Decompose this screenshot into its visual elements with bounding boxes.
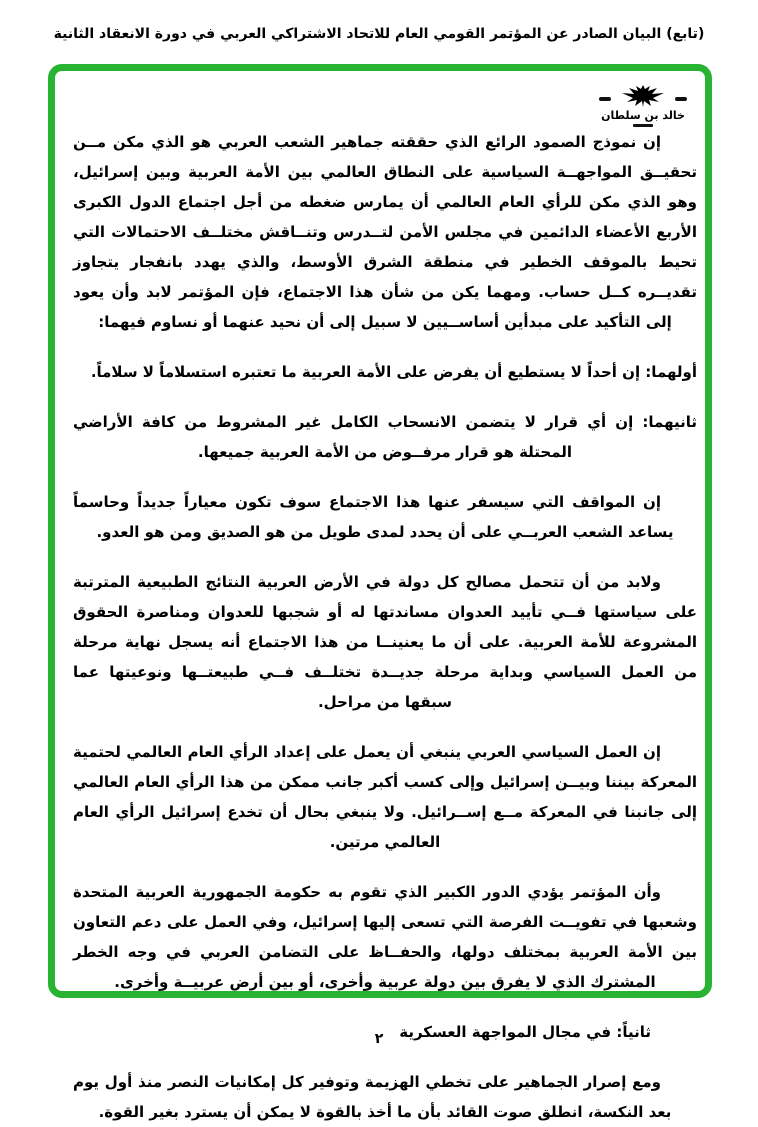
section-heading: ثانياً: في مجال المواجهة العسكرية — [399, 1023, 651, 1041]
eagle-emblem-icon — [621, 83, 665, 109]
stamp-emblem-row — [597, 83, 689, 109]
paragraph-5: إن العمل السياسي العربي ينبغي أن يعمل على إعداد الرأي العام العالمي لحتمية المعركة بيننا وبيــن إسرائيل وإلى كسب أكبر جانب ممكن من هذا الرأي العام العالمي إلى جانبنا في المعركة مــع إســرائيل. ولا ينبغي بحال أن تخدع إسرائيل الرأي العام العالمي مرتين. — [73, 743, 697, 851]
stamp-name-text: خالد بن سلطان — [601, 109, 685, 122]
stamp-underline — [633, 124, 653, 127]
stamp-flourish-right — [675, 97, 687, 101]
document-header: (تابع) البيان الصادر عن المؤتمر القومي العام للاتحاد الاشتراكي العربي في دورة الانعقاد الثانية — [53, 26, 705, 42]
paragraph-6: وأن المؤتمر يؤدي الدور الكبير الذي تقوم به حكومة الجمهورية العربية المتحدة وشعبها في تفويــت الفرصة التي تسعى إليها إسرائيل، وفي العمل على دعم التعاون بين الأمة العربية بمختلف دولها، والحفــاظ على التضامن العربي في وجه الخطر المشترك الذي لا يفرق بين دولة عربية وأخرى، أو بين أرض عربيــة وأخرى. — [73, 883, 697, 991]
paragraph-7: ومع إصرار الجماهير على تخطي الهزيمة وتوفير كل إمكانيات النصر منذ أول يوم بعد النكسة، انطلق صوت القائد بأن ما أخذ بالقوة لا يمكن أن يسترد بغير القوة. — [73, 1073, 672, 1121]
document-body — [55, 71, 705, 1127]
stamp — [597, 83, 689, 127]
green-border-frame — [48, 64, 712, 1121]
paragraph-first-principle: أولهما: إن أحداً لا يستطيع أن يفرض على الأمة العربية ما تعتبره استسلاماً لا سلاماً. — [90, 363, 697, 381]
page-number: ٢ — [374, 1031, 384, 1047]
paragraph-3: إن المواقف التي سيسفر عنها هذا الاجتماع سوف تكون معياراً جديداً وحاسماً يساعد الشعب العربــي على أن يحدد لمدى طويل من هو الصديق ومن هو العدو. — [73, 493, 674, 541]
paragraph-second-principle: ثانيهما: إن أي قرار لا يتضمن الانسحاب الكامل غير المشروط من كافة الأراضي المحتلة هو قرار مرفــوض من الأمة العربية جميعها. — [73, 413, 697, 461]
paragraph-4: ولابد من أن تتحمل مصالح كل دولة في الأرض العربية النتائج الطبيعية المترتبة على سياستها فــي تأييد العدوان مساندتها له أو شجبها للعدوان ومناصرة الحقوق المشروعة للأمة العربية. على أن ما يعنينــا من هذا الاجتماع أنه يسجل نهاية مرحلة من العمل السياسي وبداية مرحلة جديــدة تختلــف فــي طبيعتــها ونوعيتها عما سبقها من مراحل. — [73, 573, 697, 711]
stamp-flourish-left — [599, 97, 611, 101]
paragraph-1: إن نموذج الصمود الرائع الذي حققته جماهير الشعب العربي هو الذي مكن مــن تحقيــق المواجهــة السياسية على النطاق العالمي بين الأمة العربية وبين إسرائيل، وهو الذي مكن للرأي العام العالمي أن يمارس ضغطه من أجل اجتماع الدول الكبرى الأربع الأعضاء الدائمين في مجلس الأمن لتــدرس وتنــاقش مختلــف الاحتمالات التي تحيط بالموقف الخطير في منطقة الشرق الأوسط، والذي يهدد بانفجار يتجاوز تقديــره كــل حساب. ومهما يكن من شأن هذا الاجتماع، فإن المؤتمر لابد وأن يعود إلى التأكيد على مبدأين أساســيين لا سبيل إلى أن نحيد عنهما أو نساوم فيهما: — [73, 133, 697, 331]
